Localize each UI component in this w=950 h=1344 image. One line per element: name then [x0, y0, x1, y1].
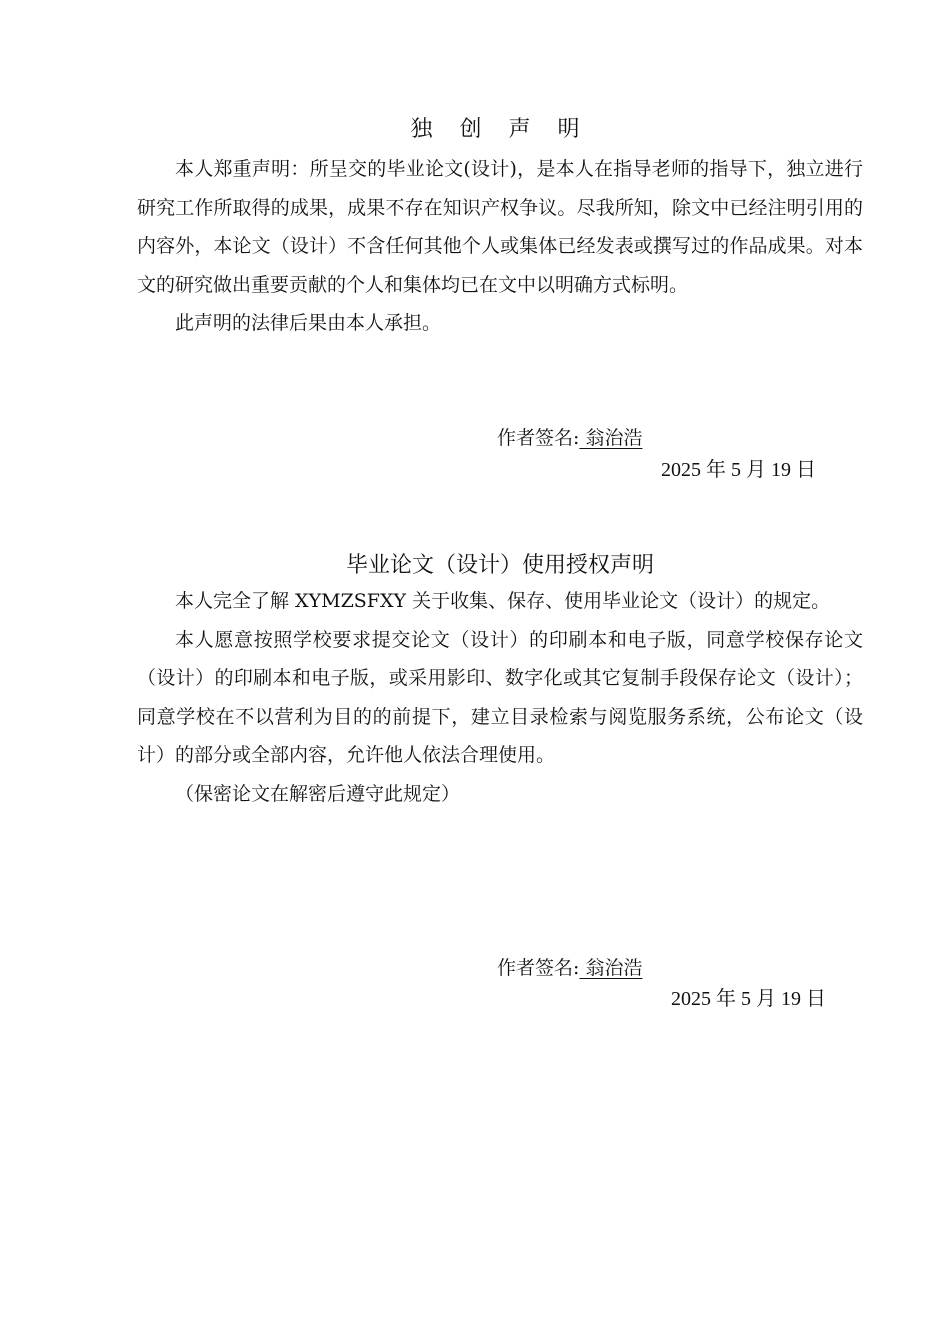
declaration-paragraph-1: 本人郑重声明：所呈交的毕业论文(设计)，是本人在指导老师的指导下，独立进行研究工作所取得的成果，成果不存在知识产权争议。尽我所知，除文中已经注明引用的内容外，本论文（设计）不含任何其他个人或集体已经发表或撰写过的作品成果。对本文的研究做出重要贡献的个人和集体均已在文中以明确方式标明。 [137, 158, 863, 296]
declaration-paragraph-2: 此声明的法律后果由本人承担。 [175, 312, 442, 334]
authorization-date: 2025 年 5 月 19 日 [671, 988, 826, 1010]
signature-label: 作者签名: [497, 427, 580, 449]
declaration-signature [497, 423, 642, 453]
authorization-signature [497, 953, 642, 983]
signature-name: 翁治浩 [579, 427, 643, 449]
authorization-paragraph-3: （保密论文在解密后遵守此规定） [175, 782, 461, 805]
authorization-paragraph-1: 本人完全了解 XYMZSFXY 关于收集、保存、使用毕业论文（设计）的规定。 [175, 590, 831, 612]
signature-label: 作者签名: [497, 957, 580, 979]
originality-declaration-body [137, 150, 863, 343]
usage-authorization-section [137, 550, 863, 582]
usage-authorization-title: 毕业论文（设计）使用授权声明 [345, 553, 654, 578]
usage-authorization-body [137, 582, 863, 813]
authorization-paragraph-2: 本人愿意按照学校要求提交论文（设计）的印刷本和电子版，同意学校保存论文（设计）的印刷本和电子版，或采用影印、数字化或其它复制手段保存论文（设计）；同意学校在不以营利为目的的前提下，建立目录检索与阅览服务系统，公布论文（设计）的部分或全部内容，允许他人依法合理使用。 [137, 628, 863, 766]
originality-declaration-title: 独 创 声 明 [410, 117, 590, 142]
originality-declaration-section [137, 114, 863, 146]
declaration-date: 2025 年 5 月 19 日 [661, 459, 816, 481]
signature-name: 翁治浩 [579, 957, 643, 979]
